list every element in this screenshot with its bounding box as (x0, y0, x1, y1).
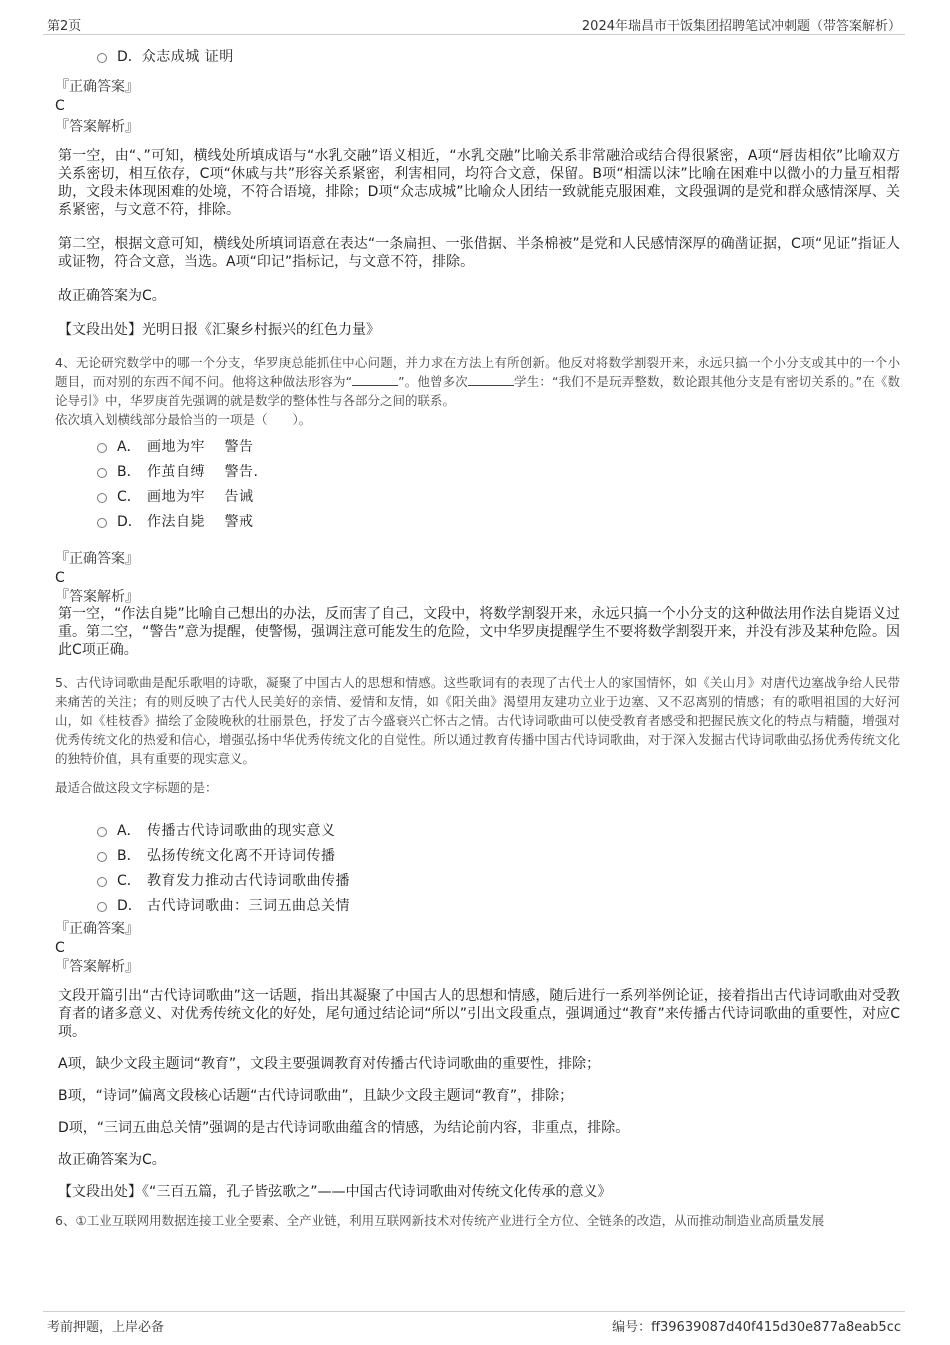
radio-icon[interactable] (97, 468, 107, 478)
radio-icon[interactable] (97, 518, 107, 528)
q4-analysis-label: 『答案解析』 (55, 589, 139, 605)
q3-analysis-label: 『答案解析』 (55, 119, 139, 135)
q4-options (55, 433, 900, 533)
q4-option-d[interactable]: D． 作法自毙 警戒 (97, 508, 900, 533)
q6-stem: 6、①工业互联网用数据连接工业全要素、全产业链，利用互联网新技术对传统产业进行全方位、全链条的改造，从而推动制造业高质量发展 (55, 1213, 825, 1228)
document-body (55, 40, 900, 1230)
q5-analysis-paragraph: A项，缺少文段主题词“教育”，文段主要强调教育对传播古代诗词歌曲的重要性，排除； (58, 1056, 601, 1072)
q5-option-c[interactable]: C． 教育发力推动古代诗词歌曲传播 (97, 867, 900, 892)
q5-analysis-paragraph: B项，“诗词”偏离文段核心话题“古代诗词歌曲”，且缺少文段主题词“教育”，排除； (58, 1088, 574, 1104)
q4-prompt: 依次填入划横线部分最恰当的一项是（ ）。 (55, 412, 312, 427)
blank-line (468, 373, 514, 386)
radio-icon[interactable] (97, 852, 107, 862)
blank-line (352, 373, 398, 386)
q5-analysis-paragraph: D项，“三词五曲总关情”强调的是古代诗词歌曲蕴含的情感，为结论前内容，非重点，排除。 (58, 1120, 630, 1136)
radio-icon[interactable] (97, 877, 107, 887)
q4-option-b[interactable]: B． 作茧自缚 警告. (97, 458, 900, 483)
page-footer (43, 1311, 905, 1334)
q5-source: 【文段出处】《“三百五篇，孔子皆弦歌之”——中国古代诗词歌曲对传统文化传承的意义》 (58, 1184, 612, 1200)
q4-answer-label: 『正确答案』 (55, 551, 139, 567)
document-id: 编号：ff39639087d40f415d30e877a8eab5cc (612, 1320, 901, 1335)
q5-option-a[interactable]: A． 传播古代诗词歌曲的现实意义 (97, 817, 900, 842)
radio-icon[interactable] (97, 443, 107, 453)
page-header (43, 12, 905, 35)
q5-analysis-paragraph: 文段开篇引出“古代诗词歌曲”这一话题，指出其凝聚了中国古人的思想和情感，随后进行一系列举例论证，接着指出古代诗词歌曲对受教育者的诸多意义、对优秀传统文化的好处，尾句通过结论词“所以”引出文段重点，强调通过“教育”来传播古代诗词歌曲的重要性，对应C项。 (58, 988, 900, 1040)
q5-analysis-conclusion: 故正确答案为C。 (58, 1152, 166, 1168)
q5-options (55, 817, 900, 917)
document-title: 2024年瑞昌市干饭集团招聘笔试冲刺题（带答案解析） (581, 19, 901, 34)
q3-answer: C (55, 98, 65, 114)
footer-slogan: 考前押题，上岸必备 (47, 1320, 165, 1335)
q4-option-c[interactable]: C． 画地为牢 告诫 (97, 483, 900, 508)
radio-icon[interactable] (97, 53, 107, 63)
q4-stem: 4、无论研究数学中的哪一个分支，华罗庚总能抓住中心问题，并力求在方法上有所创新。他反对将数学割裂开来，永远只搞一个小分支或其中的一个小题目，而对别的东西不闻不问。他将这种做法形容为“ ”。他曾多次 学生：“我们不是玩弄整数，数论跟其他分支是有密切关系的。”在《数论导引》中，华罗庚首先强调的就是数学的整体性与各部分之间的联系。 (55, 355, 900, 408)
q3-option-d[interactable]: D． 众志成城 证明 (97, 43, 900, 68)
radio-icon[interactable] (97, 493, 107, 503)
q5-stem: 5、古代诗词歌曲是配乐歌唱的诗歌，凝聚了中国古人的思想和情感。这些歌词有的表现了古代士人的家国情怀，如《关山月》对唐代边塞战争给人民带来痛苦的关注；有的则反映了古代人民美好的亲情、爱情和友情，如《阳关曲》渴望用友建功立业于边塞、又不忍离别的情感；有的歌唱祖国的大好河山，如《桂枝香》描绘了金陵晚秋的壮丽景色，抒发了古今盛衰兴亡怀古之情。古代诗词歌曲可以使受教育者感受和把握民族文化的特点与精髓，增强对优秀传统文化的热爱和信心，增强弘扬中华优秀传统文化的自觉性。所以通过教育传播中国古代诗词歌曲，对于深入发掘古代诗词歌曲弘扬优秀传统文化的独特价值，具有重要的现实意义。 (55, 675, 900, 766)
q4-analysis-paragraph: 第一空，“作法自毙”比喻自己想出的办法，反而害了自己，文段中，将数学割裂开来，永远只搞一个小分支的这种做法用作法自毙语义过重。第二空，“警告”意为提醒，使警惕，强调注意可能发生的危险，文中华罗庚提醒学生不要将数学割裂开来，并没有涉及某种危险。因此C项正确。 (58, 606, 900, 658)
q3-answer-label: 『正确答案』 (55, 79, 139, 95)
q5-option-b[interactable]: B． 弘扬传统文化离不开诗词传播 (97, 842, 900, 867)
radio-icon[interactable] (97, 827, 107, 837)
q3-analysis-paragraph: 第二空，根据文意可知，横线处所填词语意在表达“一条扁担、一张借据、半条棉被”是党和人民感情深厚的确凿证据，C项“见证”指证人或证物，符合文意，当选。A项“印记”指标记，与文意不符，排除。 (58, 236, 900, 270)
q5-analysis-label: 『答案解析』 (55, 959, 139, 975)
q5-prompt: 最适合做这段文字标题的是： (55, 780, 218, 795)
q3-source: 【文段出处】光明日报《汇聚乡村振兴的红色力量》 (58, 322, 380, 338)
page-number: 第2页 (47, 19, 82, 34)
q4-option-a[interactable]: A． 画地为牢 警告 (97, 433, 900, 458)
radio-icon[interactable] (97, 902, 107, 912)
q5-option-d[interactable]: D． 古代诗词歌曲：三词五曲总关情 (97, 892, 900, 917)
q5-answer: C (55, 940, 65, 956)
q3-analysis-conclusion: 故正确答案为C。 (58, 288, 166, 304)
q4-answer: C (55, 570, 65, 586)
q5-answer-label: 『正确答案』 (55, 921, 139, 937)
q3-analysis-paragraph: 第一空，由“、”可知，横线处所填成语与“水乳交融”语义相近，“水乳交融”比喻关系非常融洽或结合得很紧密，A项“唇齿相依”比喻双方关系密切，相互依存，C项“休戚与共”形容关系紧密，利害相同，均符合文意，保留。B项“相濡以沫”比喻在困难中以微小的力量互相帮助，文段未体现困难的处境，不符合语境，排除；D项“众志成城”比喻众人团结一致就能克服困难，文段强调的是党和群众感情深厚、关系紧密，与文意不符，排除。 (58, 148, 900, 218)
